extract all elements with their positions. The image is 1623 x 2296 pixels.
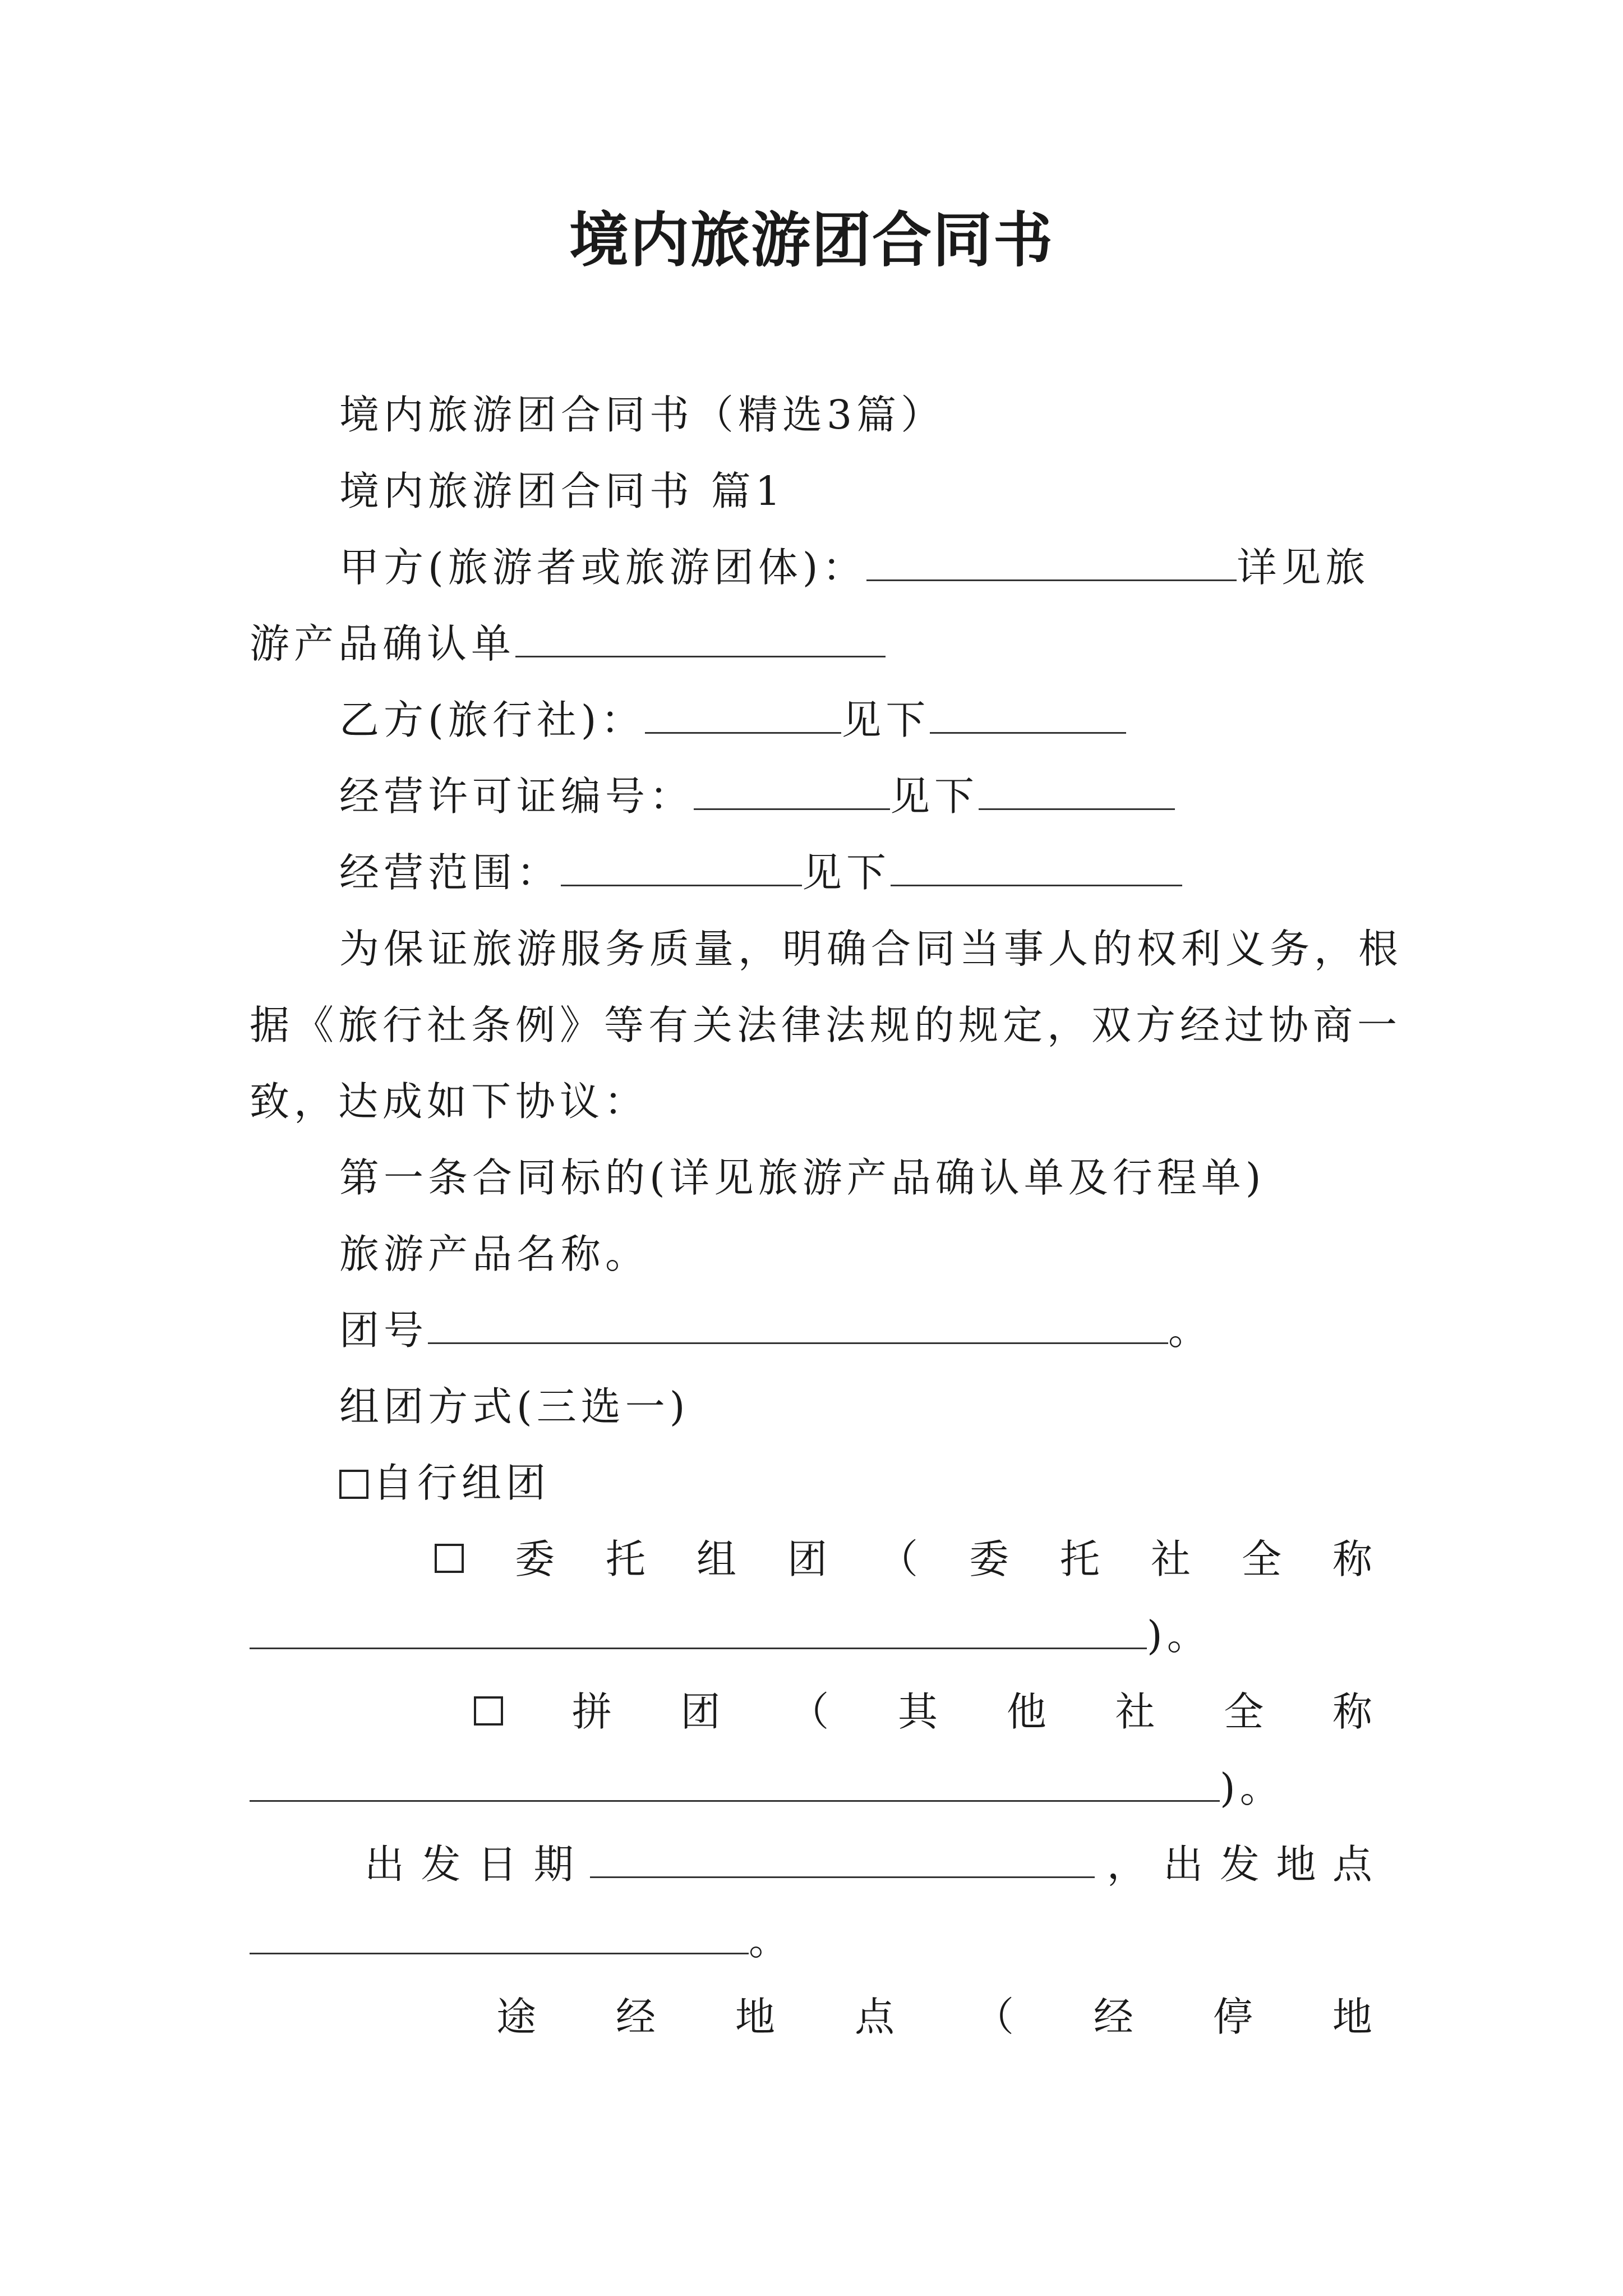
via-char: 经 [1093, 1994, 1138, 2040]
entrust-char: 委 [969, 1536, 1013, 1582]
option-entrust-line [435, 1531, 1377, 1588]
entrust-char: 社 [1150, 1536, 1195, 1582]
checkbox-self-icon[interactable] [339, 1470, 368, 1499]
departure-place-char: 地 [1276, 1841, 1321, 1888]
via-char: （ [974, 1994, 1018, 2040]
license-label: 经营许可证编号： [339, 773, 694, 820]
joint-char: 社 [1115, 1688, 1160, 1735]
intro-paragraph-line-2: 据《旅行社条例》等有关法律法规的规定，双方经过协商一 [250, 1002, 1402, 1048]
departure-char: 期 [533, 1841, 578, 1888]
entrust-char: （ [878, 1536, 923, 1582]
departure-end: 。 [749, 1917, 794, 1964]
party-a-blank[interactable] [866, 540, 1237, 581]
entrust-char: 全 [1241, 1536, 1286, 1582]
joint-char: 他 [1006, 1688, 1051, 1735]
entrust-char: 组 [696, 1536, 741, 1582]
group-number-line [339, 1303, 1377, 1359]
option-joint-line [474, 1684, 1377, 1740]
joint-end: )。 [1220, 1765, 1284, 1811]
departure-place-char: 发 [1219, 1841, 1264, 1888]
group-method-line: 组团方式(三选一) [339, 1383, 690, 1430]
scope-blank-1[interactable] [561, 845, 802, 886]
joint-char: （ [789, 1688, 834, 1735]
departure-line [365, 1837, 1377, 1893]
party-a-continuation: 游产品确认单 [250, 620, 516, 667]
via-line [496, 1989, 1377, 2045]
joint-char: 团 [680, 1688, 725, 1735]
entrust-char: 托 [1059, 1536, 1104, 1582]
party-a-label: 甲方(旅游者或旅游团体)： [339, 544, 867, 591]
entrust-char: 托 [605, 1536, 650, 1582]
party-b-see-below: 见下 [841, 697, 930, 743]
joint-char: 称 [1332, 1688, 1377, 1735]
intro-paragraph-line-1: 为保证旅游服务质量，明确合同当事人的权利义务，根 [339, 926, 1403, 972]
entrust-char: 称 [1332, 1536, 1377, 1582]
departure-date-blank[interactable] [590, 1837, 1095, 1878]
entrust-char: 团 [787, 1536, 832, 1582]
product-name-line: 旅游产品名称。 [339, 1231, 650, 1277]
departure-line-2 [250, 1913, 1377, 1969]
group-number-label: 团号 [339, 1307, 428, 1354]
departure-comma: ， [1106, 1841, 1151, 1888]
party-b-line [339, 692, 1377, 748]
group-number-blank[interactable] [428, 1303, 1168, 1344]
license-line [339, 769, 1377, 825]
checkbox-joint-icon[interactable] [474, 1696, 503, 1726]
scope-line [339, 845, 1377, 901]
article-1-heading: 第一条合同标的(详见旅游产品确认单及行程单) [339, 1154, 1266, 1201]
via-char: 地 [735, 1994, 780, 2040]
via-char: 点 [854, 1994, 899, 2040]
license-blank-1[interactable] [694, 769, 890, 810]
option-entrust-line-2 [250, 1608, 1377, 1664]
license-blank-2[interactable] [979, 769, 1175, 810]
party-a-line2 [250, 616, 1377, 672]
party-b-blank-1[interactable] [645, 693, 841, 734]
departure-place-blank[interactable] [250, 1913, 749, 1954]
entrust-agency-blank[interactable] [250, 1608, 1147, 1649]
part-heading: 境内旅游团合同书 篇1 [339, 468, 785, 514]
scope-label: 经营范围： [339, 849, 561, 896]
party-a-suffix: 详见旅 [1237, 544, 1370, 591]
via-char: 经 [615, 1994, 660, 2040]
joint-agency-blank[interactable] [250, 1761, 1220, 1802]
departure-place-char: 出 [1163, 1841, 1208, 1888]
intro-paragraph-line-3: 致，达成如下协议： [250, 1078, 649, 1125]
scope-see-below: 见下 [802, 849, 891, 896]
group-number-period: 。 [1168, 1307, 1213, 1354]
option-self-line [339, 1455, 1377, 1511]
joint-char: 全 [1224, 1688, 1269, 1735]
via-char: 地 [1332, 1994, 1377, 2040]
entrust-char: 委 [514, 1536, 559, 1582]
departure-char: 日 [477, 1841, 522, 1888]
joint-char: 拼 [571, 1688, 616, 1735]
scope-blank-2[interactable] [891, 845, 1182, 886]
departure-char: 出 [365, 1841, 409, 1888]
party-a-line [339, 540, 1377, 596]
departure-char: 发 [421, 1841, 465, 1888]
via-char: 途 [496, 1994, 541, 2040]
joint-char: 其 [897, 1688, 942, 1735]
option-self-label: 自行组团 [373, 1460, 551, 1506]
departure-place-char: 点 [1332, 1841, 1377, 1888]
via-char: 停 [1212, 1994, 1257, 2040]
entrust-end: )。 [1147, 1612, 1211, 1659]
product-confirmation-blank[interactable] [515, 616, 886, 657]
license-see-below: 见下 [890, 773, 979, 820]
checkbox-entrust-icon[interactable] [435, 1544, 464, 1573]
document-title: 境内旅游团合同书 [569, 205, 1054, 275]
option-joint-line-2 [250, 1760, 1377, 1816]
subtitle: 境内旅游团合同书（精选3篇） [339, 392, 946, 438]
party-b-label: 乙方(旅行社)： [339, 697, 645, 743]
party-b-blank-2[interactable] [930, 693, 1126, 734]
